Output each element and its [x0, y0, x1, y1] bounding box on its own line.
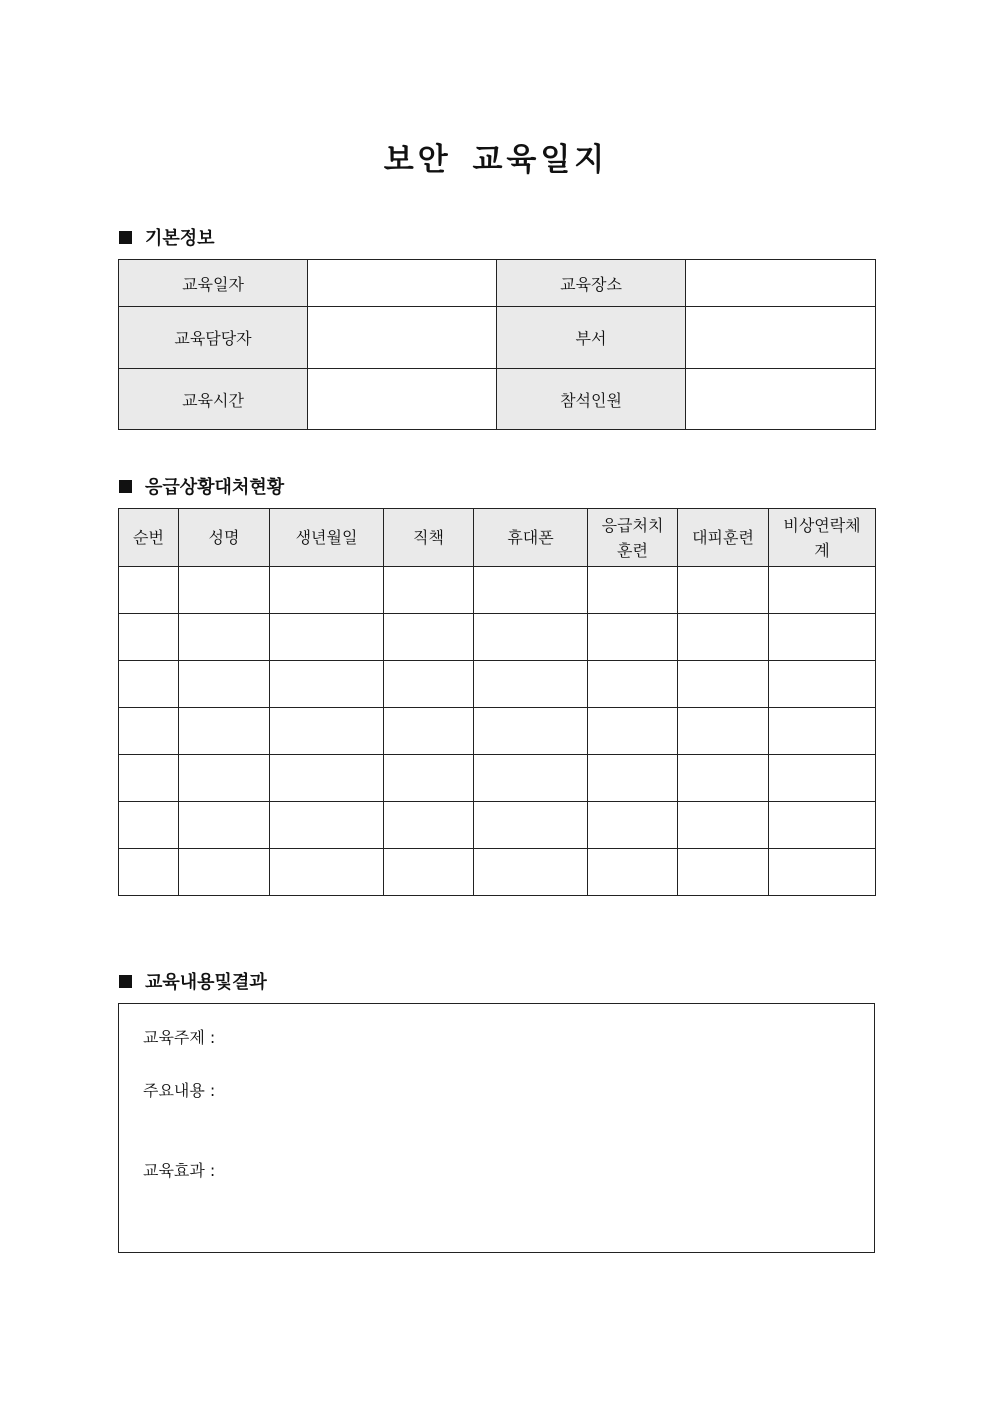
table-cell[interactable]: [769, 708, 876, 755]
table-cell[interactable]: [474, 849, 588, 896]
table-cell[interactable]: [270, 614, 384, 661]
table-cell[interactable]: [384, 708, 474, 755]
table-cell[interactable]: [119, 614, 179, 661]
page-title: 보안 교육일지: [383, 142, 609, 178]
table-cell[interactable]: [270, 802, 384, 849]
table-row: [119, 708, 876, 755]
table-cell[interactable]: [474, 661, 588, 708]
column-header: 순번: [119, 509, 179, 567]
table-cell[interactable]: [179, 661, 270, 708]
column-header: 응급처치 훈련: [588, 509, 678, 567]
department-field[interactable]: [686, 307, 876, 369]
table-cell[interactable]: [270, 567, 384, 614]
column-header: 생년월일: [270, 509, 384, 567]
section-heading-emergency: [119, 473, 284, 499]
table-cell[interactable]: [588, 755, 678, 802]
table-cell[interactable]: [384, 661, 474, 708]
table-cell[interactable]: [384, 614, 474, 661]
main-content-label: 주요내용 :: [143, 1081, 216, 1100]
table-cell[interactable]: [678, 802, 769, 849]
table-header-row: [119, 509, 876, 567]
square-bullet-icon: [119, 975, 132, 988]
label-cell: 부서: [497, 307, 686, 369]
table-cell[interactable]: [588, 802, 678, 849]
table-cell[interactable]: [119, 567, 179, 614]
column-header: 성명: [179, 509, 270, 567]
table-row: [119, 260, 876, 307]
section-heading-content: [119, 968, 267, 994]
label-cell: 교육장소: [497, 260, 686, 307]
column-header: 직책: [384, 509, 474, 567]
label-cell: 참석인원: [497, 369, 686, 430]
table-cell[interactable]: [474, 708, 588, 755]
table-cell[interactable]: [678, 567, 769, 614]
table-cell[interactable]: [119, 661, 179, 708]
table-cell[interactable]: [474, 755, 588, 802]
table-cell[interactable]: [270, 755, 384, 802]
table-row: [119, 369, 876, 430]
table-cell[interactable]: [384, 802, 474, 849]
education-time-field[interactable]: [308, 369, 497, 430]
table-cell[interactable]: [119, 802, 179, 849]
table-cell[interactable]: [179, 614, 270, 661]
table-cell[interactable]: [588, 661, 678, 708]
table-row: [119, 849, 876, 896]
emergency-table-body: [119, 567, 876, 896]
table-cell[interactable]: [179, 849, 270, 896]
column-header: 대피훈련: [678, 509, 769, 567]
table-cell[interactable]: [769, 661, 876, 708]
table-cell[interactable]: [678, 755, 769, 802]
basic-info-table: [118, 259, 876, 430]
table-cell[interactable]: [270, 849, 384, 896]
table-cell[interactable]: [769, 802, 876, 849]
education-place-field[interactable]: [686, 260, 876, 307]
table-cell[interactable]: [119, 708, 179, 755]
table-row: [119, 661, 876, 708]
square-bullet-icon: [119, 480, 132, 493]
emergency-table: [118, 508, 876, 896]
education-date-field[interactable]: [308, 260, 497, 307]
table-cell[interactable]: [769, 567, 876, 614]
table-cell[interactable]: [588, 567, 678, 614]
table-cell[interactable]: [678, 614, 769, 661]
table-cell[interactable]: [769, 849, 876, 896]
table-row: [119, 802, 876, 849]
content-box[interactable]: [118, 1003, 875, 1253]
section-title: 교육내용및결과: [145, 972, 267, 993]
table-cell[interactable]: [588, 708, 678, 755]
table-cell[interactable]: [119, 755, 179, 802]
section-title: 기본정보: [145, 228, 215, 249]
table-cell[interactable]: [769, 614, 876, 661]
table-row: [119, 614, 876, 661]
table-cell[interactable]: [474, 614, 588, 661]
column-header: 휴대폰: [474, 509, 588, 567]
table-cell[interactable]: [384, 567, 474, 614]
table-cell[interactable]: [270, 708, 384, 755]
label-cell: 교육담당자: [119, 307, 308, 369]
label-cell: 교육시간: [119, 369, 308, 430]
instructor-field[interactable]: [308, 307, 497, 369]
section-heading-basic-info: [119, 224, 215, 250]
table-row: [119, 755, 876, 802]
table-cell[interactable]: [179, 708, 270, 755]
table-cell[interactable]: [678, 661, 769, 708]
table-cell[interactable]: [474, 567, 588, 614]
attendees-field[interactable]: [686, 369, 876, 430]
table-cell[interactable]: [588, 614, 678, 661]
label-cell: 교육일자: [119, 260, 308, 307]
effect-label: 교육효과 :: [143, 1161, 216, 1180]
table-cell[interactable]: [474, 802, 588, 849]
section-title: 응급상황대처현황: [145, 477, 285, 498]
table-cell[interactable]: [270, 661, 384, 708]
table-row: [119, 307, 876, 369]
table-cell[interactable]: [678, 849, 769, 896]
table-row: [119, 567, 876, 614]
table-cell[interactable]: [769, 755, 876, 802]
topic-label: 교육주제 :: [143, 1028, 216, 1047]
table-cell[interactable]: [678, 708, 769, 755]
table-cell[interactable]: [384, 849, 474, 896]
table-cell[interactable]: [179, 802, 270, 849]
table-cell[interactable]: [119, 849, 179, 896]
table-cell[interactable]: [588, 849, 678, 896]
square-bullet-icon: [119, 231, 132, 244]
table-cell[interactable]: [384, 755, 474, 802]
table-cell[interactable]: [179, 755, 270, 802]
table-cell[interactable]: [179, 567, 270, 614]
column-header: 비상연락체 계: [769, 509, 876, 567]
